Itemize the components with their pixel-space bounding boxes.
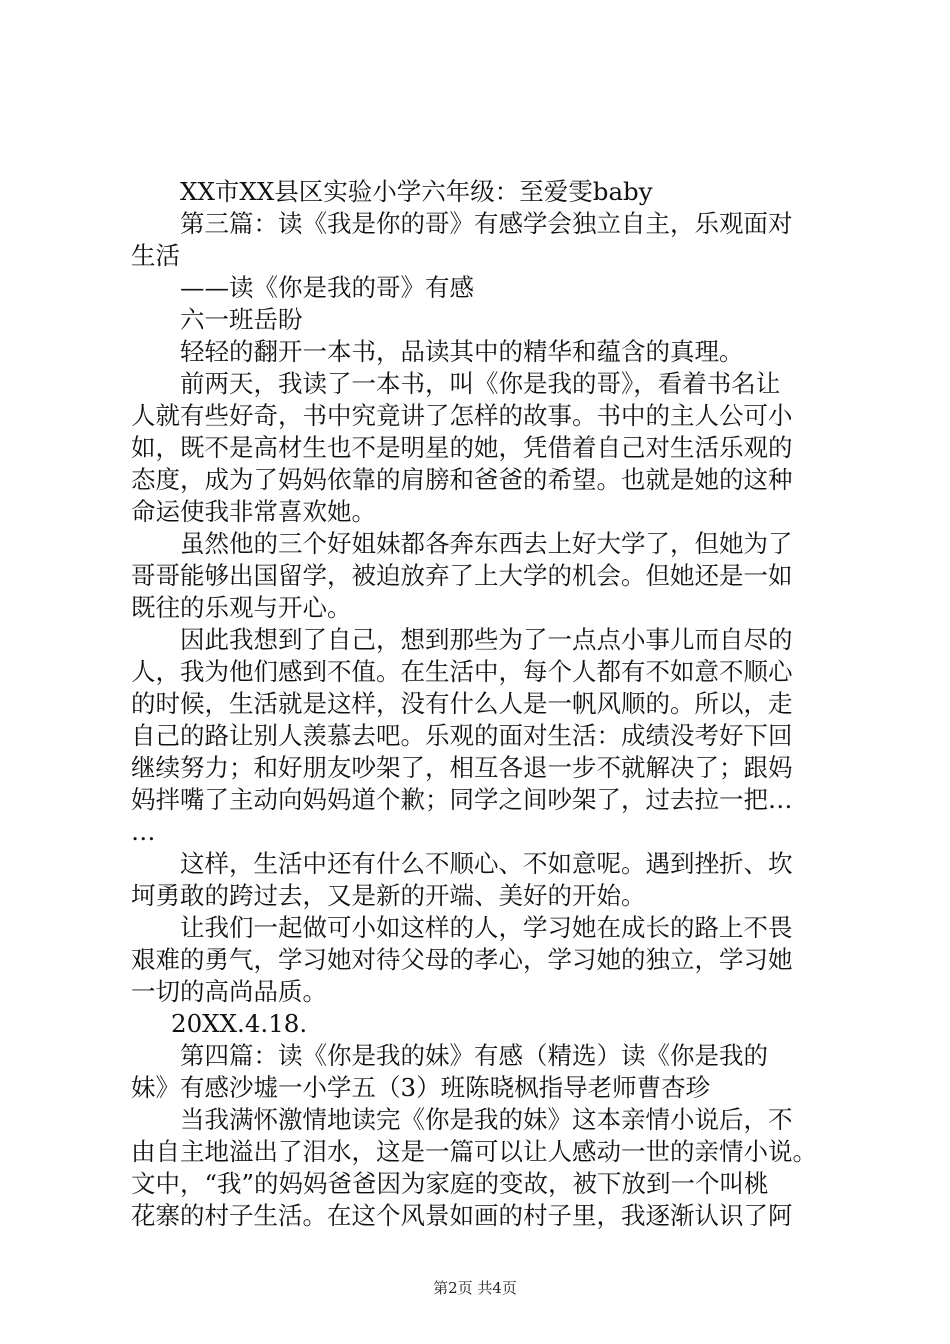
date-line: 20XX.4.18.: [171, 1009, 308, 1038]
paragraph-line: 的时候，生活就是这样，没有什么人是一帆风顺的。所以，走: [131, 689, 793, 718]
paragraph-line: 命运使我非常喜欢她。: [131, 497, 376, 526]
subtitle: ——读《你是我的哥》有感: [180, 273, 474, 302]
paragraph-line: 自己的路让别人羡慕去吧。乐观的面对生活：成绩没考好下回: [131, 721, 793, 750]
section-title-4: 第四篇：读《你是我的妹》有感（精选）读《你是我的: [180, 1041, 768, 1070]
paragraph-line: 一切的高尚品质。: [131, 977, 327, 1006]
paragraph-line: 如，既不是高材生也不是明星的她，凭借着自己对生活乐观的: [131, 433, 793, 462]
paragraph-line: 人，我为他们感到不值。在生活中，每个人都有不如意不顺心: [131, 657, 793, 686]
page-footer: [0, 1278, 950, 1298]
paragraph-line: …: [131, 817, 156, 846]
paragraph-line: 哥哥能够出国留学，被迫放弃了上大学的机会。但她还是一如: [131, 561, 793, 590]
paragraph-line: 当我满怀激情地读完《你是我的妹》这本亲情小说后，不: [180, 1105, 793, 1134]
section-title-4-cont: 妹》有感沙墟一小学五（3）班陈晓枫指导老师曹杏珍: [131, 1073, 711, 1102]
paragraph-line: 花寨的村子生活。在这个风景如画的村子里，我逐渐认识了阿: [131, 1201, 793, 1230]
paragraph-line: 人就有些好奇，书中究竟讲了怎样的故事。书中的主人公可小: [131, 401, 793, 430]
page-number-label: 第2页 共4页: [433, 1279, 517, 1297]
section-title-3-cont: 生活: [131, 241, 180, 270]
paragraph-line: 因此我想到了自己，想到那些为了一点点小事儿而自尽的: [180, 625, 793, 654]
paragraph-line: 虽然他的三个好姐妹都各奔东西去上好大学了，但她为了: [180, 529, 793, 558]
paragraph-line: 让我们一起做可小如这样的人，学习她在成长的路上不畏: [180, 913, 793, 942]
paragraph-line: 由自主地溢出了泪水，这是一篇可以让人感动一世的亲情小说。: [131, 1137, 817, 1166]
paragraph-line: 态度，成为了妈妈依靠的肩膀和爸爸的希望。也就是她的这种: [131, 465, 793, 494]
paragraph-line: 轻轻的翻开一本书，品读其中的精华和蕴含的真理。: [180, 337, 744, 366]
author-line: 六一班岳盼: [180, 305, 303, 334]
paragraph-line: 前两天，我读了一本书，叫《你是我的哥》，看着书名让: [180, 369, 781, 398]
paragraph-line: 文中，“我”的妈妈爸爸因为家庭的变故，被下放到一个叫桃: [131, 1169, 769, 1198]
section-title-3: 第三篇：读《我是你的哥》有感学会独立自主，乐观面对: [180, 209, 793, 238]
document-body: [131, 176, 831, 1232]
paragraph-line: 这样，生活中还有什么不顺心、不如意呢。遇到挫折、坎: [180, 849, 793, 878]
text-line-school: XX市XX县区实验小学六年级：至爱雯baby: [180, 177, 653, 206]
paragraph-line: 妈拌嘴了主动向妈妈道个歉；同学之间吵架了，过去拉一把…: [131, 785, 793, 814]
paragraph-line: 坷勇敢的跨过去，又是新的开端、美好的开始。: [131, 881, 646, 910]
paragraph-line: 既往的乐观与开心。: [131, 593, 352, 622]
paragraph-line: 继续努力；和好朋友吵架了，相互各退一步不就解决了；跟妈: [131, 753, 793, 782]
paragraph-line: 艰难的勇气，学习她对待父母的孝心，学习她的独立，学习她: [131, 945, 793, 974]
